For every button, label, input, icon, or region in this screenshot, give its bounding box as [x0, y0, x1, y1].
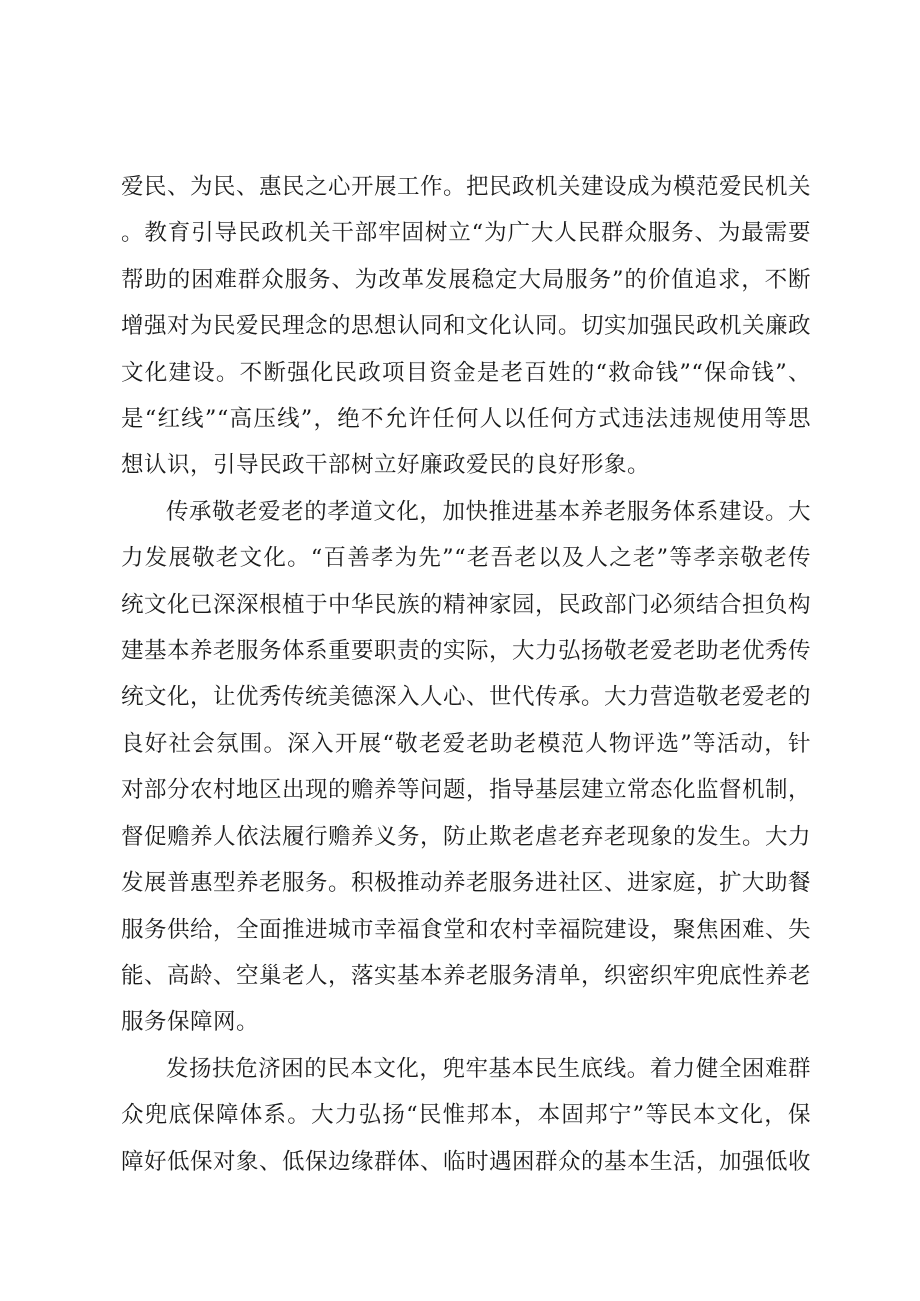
paragraph-2: 传承敬老爱老的孝道文化，加快推进基本养老服务体系建设。大力发展敬老文化。“百善孝为先”“老吾老以及人之老”等孝亲敬老传统文化已深深根植于中华民族的精神家园，民政部门必须结合担负构建基本养老服务体系重要职责的实际，大力弘扬敬老爱老助老优秀传统文化，让优秀传统美德深入人心、世代传承。大力营造敬老爱老的良好社会氛围。深入开展“敬老爱老助老模范人物评选”等活动，针对部分农村地区出现的赡养等问题，指导基层建立常态化监督机制，督促赡养人依法履行赡养义务，防止欺老虐老弃老现象的发生。大力发展普惠型养老服务。积极推动养老服务进社区、进家庭，扩大助餐服务供给，全面推进城市幸福食堂和农村幸福院建设，聚焦困难、失能、高龄、空巢老人，落实基本养老服务清单，织密织牢兜底性养老服务保障网。	[121, 498, 812, 1036]
paragraph-1: 爱民、为民、惠民之心开展工作。把民政机关建设成为模范爱民机关。教育引导民政机关干部牢固树立“为广大人民群众服务、为最需要帮助的困难群众服务、为改革发展稳定大局服务”的价值追求，不断增强对为民爱民理念的思想认同和文化认同。切实加强民政机关廉政文化建设。不断强化民政项目资金是老百姓的“救命钱”“保命钱”、是“红线”“高压线”，绝不允许任何人以任何方式违法违规使用等思想认识，引导民政干部树立好廉政爱民的良好形象。	[121, 174, 812, 479]
paragraph-3: 发扬扶危济困的民本文化，兜牢基本民生底线。着力健全困难群众兜底保障体系。大力弘扬“民惟邦本，本固邦宁”等民本文化，保障好低保对象、低保边缘群体、临时遇困群众的基本生活，加强低收	[121, 1055, 812, 1175]
body-text	[121, 164, 811, 1185]
